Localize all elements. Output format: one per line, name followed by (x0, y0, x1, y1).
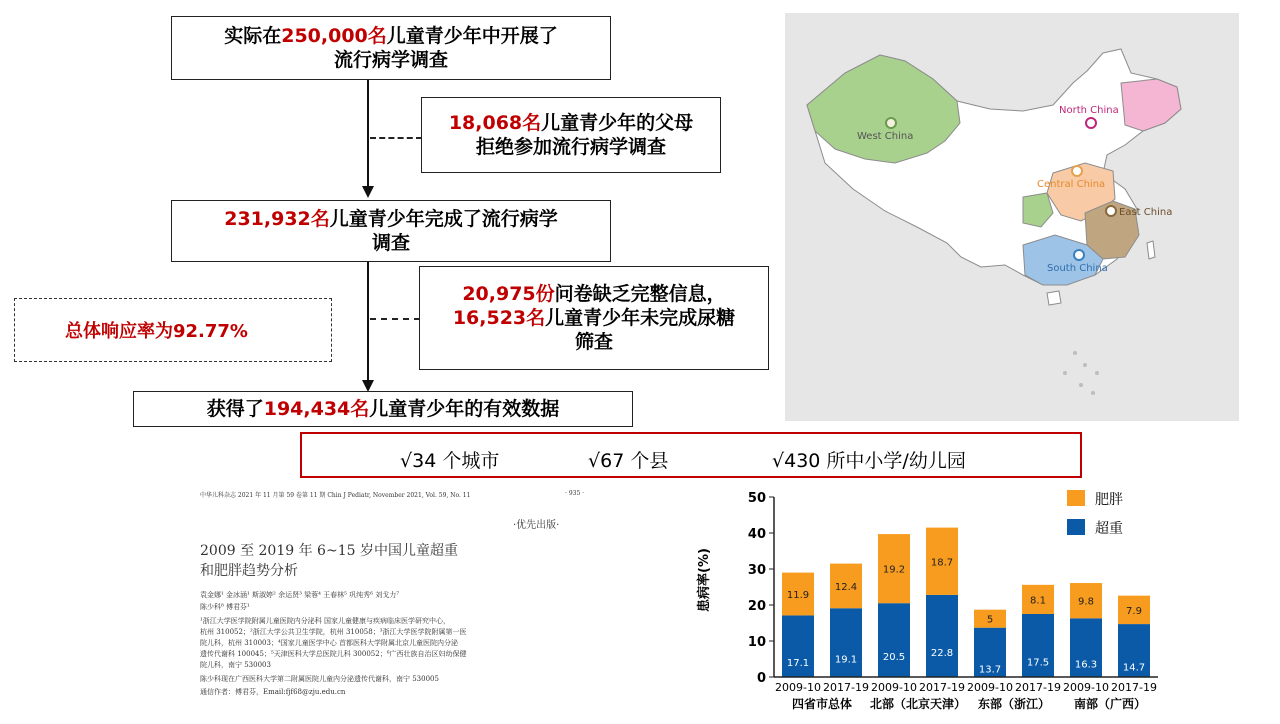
exclusion-1-line2: 拒绝参加流行病学调查 (475, 136, 666, 158)
paper-aff-3: 遗传代谢科 100045；⁵天津医科大学总医院儿科 300052；⁶广西壮族自治区妇幼保健 (200, 650, 467, 658)
chart-svg (690, 480, 1170, 720)
survey-text: 儿童青少年完成了流行病学 (329, 208, 558, 230)
map-pin-west (886, 118, 896, 128)
y-tick-label: 20 (747, 599, 766, 614)
bar-overweight (926, 595, 958, 677)
data-label-obesity: 9.8 (1078, 596, 1094, 608)
data-label-overweight: 17.5 (1026, 657, 1050, 669)
paper-title-line1: 2009 至 2019 年 6~15 岁中国儿童超重 (200, 543, 458, 559)
flow-box-survey (171, 200, 611, 262)
legend-label: 超重 (1095, 521, 1123, 537)
result-number: 194,434名 (263, 398, 370, 420)
chart-legend (1067, 490, 1123, 537)
paper-title-line2: 和肥胖趋势分析 (200, 563, 298, 579)
exclusion-1-text: 儿童青少年的父母 (541, 112, 694, 134)
x-tick-label: 2017-19 (919, 681, 965, 694)
paper-authors-1: 袁金娜¹ 金冰涵¹ 斯淑婷² 余运贤³ 梁蓉⁴ 王春林⁵ 巩纯秀⁶ 刘戈力⁷ (200, 591, 400, 599)
flow-dash-1 (370, 137, 422, 139)
data-label-overweight: 19.1 (834, 654, 858, 666)
legend-label: 肥胖 (1095, 492, 1123, 508)
stat-counties: √67 个县 (588, 450, 669, 472)
x-group-label: 北部（北京天津） (869, 697, 967, 711)
y-tick-label: 0 (756, 671, 766, 686)
map-label-west: West China (857, 131, 914, 142)
paper-aff-4: 院儿科，南宁 530003 (200, 661, 271, 669)
china-region-map (785, 13, 1239, 421)
chart-x-axis (774, 677, 1158, 711)
y-tick-label: 10 (747, 635, 766, 650)
paper-aff-6: 通信作者：傅君芬，Email:fjf68@zju.edu.cn (200, 688, 346, 696)
map-pin-east (1106, 206, 1116, 216)
exclusion-2-line3: 筛查 (574, 331, 613, 353)
paper-excerpt (195, 484, 595, 720)
data-label-overweight: 22.8 (930, 647, 954, 659)
flow-start-line2: 流行病学调查 (333, 49, 448, 71)
data-label-overweight: 20.5 (882, 652, 906, 664)
exclusion-1-number: 18,068名 (448, 112, 542, 134)
survey-line2: 调查 (371, 232, 410, 254)
data-label-obesity: 5 (986, 614, 994, 626)
sample-stats-box (300, 432, 1082, 478)
data-label-overweight: 16.3 (1074, 659, 1098, 671)
bar-overweight (878, 603, 910, 677)
x-tick-label: 2017-19 (1015, 681, 1061, 694)
exclusion-2-number-a: 20,975份 (462, 283, 555, 305)
data-label-obesity: 12.4 (834, 581, 858, 593)
data-label-obesity: 18.7 (930, 557, 954, 569)
response-rate-text: 总体响应率为92.77% (65, 321, 248, 342)
x-tick-label: 2017-19 (823, 681, 869, 694)
flow-connector-2 (367, 262, 369, 384)
stat-cities: √34 个城市 (400, 450, 500, 472)
map-label-north: North China (1059, 105, 1119, 116)
chart-ylabel: 患病率(%) (697, 548, 712, 612)
paper-header-right: · 935 · (565, 490, 585, 497)
result-suffix: 儿童青少年的有效数据 (369, 398, 560, 420)
data-label-overweight: 17.1 (786, 658, 810, 670)
paper-header-left: 中华儿科杂志 2021 年 11 月第 59 卷第 11 期 Chin J Pediatr, November 2021, Vol. 59, No. 11 (200, 492, 471, 499)
flow-dash-2 (370, 318, 420, 320)
map-label-central: Central China (1037, 179, 1106, 190)
flow-box-start (171, 16, 611, 80)
map-hainan (1047, 291, 1061, 305)
exclusion-2-text-b: 儿童青少年未完成尿糖 (545, 307, 736, 329)
x-group-label: 四省市总体 (791, 697, 853, 711)
stat-schools: √430 所中小学/幼儿园 (772, 450, 966, 472)
flow-exclusion-2 (419, 266, 769, 370)
flow-exclusion-1 (421, 97, 721, 173)
flow-connector-1 (367, 80, 369, 190)
paper-authors-2: 陈少科⁸ 傅君芬¹ (200, 603, 250, 611)
map-taiwan (1147, 241, 1155, 259)
map-label-south: South China (1047, 263, 1108, 274)
data-label-obesity: 11.9 (786, 590, 810, 602)
survey-number: 231,932名 (224, 208, 330, 230)
paper-aff-2: 院儿科，杭州 310003；⁴国家儿童医学中心 首都医科大学附属北京儿童医院内分泌 (200, 639, 458, 647)
flow-start-suffix: 儿童青少年中开展了 (386, 25, 558, 47)
response-rate-box (14, 298, 332, 362)
x-tick-label: 2017-19 (1111, 681, 1157, 694)
map-pin-central (1072, 166, 1082, 176)
data-label-overweight: 14.7 (1122, 662, 1146, 674)
x-tick-label: 2009-10 (967, 681, 1013, 694)
paper-aff-1: 杭州 310052；²浙江大学公共卫生学院，杭州 310058；³浙江大学医学院附属第一医 (200, 628, 467, 636)
paper-aff-0: ¹浙江大学医学院附属儿童医院内分泌科 国家儿童健康与疾病临床医学研究中心， (200, 617, 451, 625)
data-label-obesity: 19.2 (882, 564, 906, 576)
paper-tag: ·优先出版· (513, 520, 560, 531)
legend-swatch (1067, 519, 1085, 535)
data-label-obesity: 7.9 (1126, 605, 1142, 617)
legend-swatch (1067, 490, 1085, 506)
bar-overweight (830, 608, 862, 677)
x-tick-label: 2009-10 (775, 681, 821, 694)
result-prefix: 获得了 (206, 398, 264, 420)
flow-start-number: 250,000名 (281, 25, 387, 47)
flow-box-result (133, 391, 633, 427)
exclusion-2-number-b: 16,523名 (452, 307, 546, 329)
x-group-label: 南部（广西） (1073, 697, 1147, 711)
y-tick-label: 30 (747, 563, 766, 578)
exclusion-2-text-a: 问卷缺乏完整信息， (554, 283, 726, 305)
flow-arrow-1 (362, 186, 374, 198)
map-label-east: East China (1119, 207, 1173, 218)
paper-aff-5: 陈少科现在广西医科大学第二附属医院儿童内分泌遗传代谢科，南宁 530005 (200, 675, 439, 683)
chart-y-axis (748, 491, 774, 686)
x-group-label: 东部（浙江） (977, 697, 1051, 711)
data-label-obesity: 8.1 (1030, 595, 1046, 607)
chart-bars (782, 528, 1150, 677)
map-pin-south (1074, 250, 1084, 260)
flow-start-prefix: 实际在 (224, 25, 282, 47)
map-pin-north (1086, 118, 1096, 128)
map-region-north (1121, 79, 1181, 131)
data-label-overweight: 13.7 (978, 664, 1002, 676)
y-tick-label: 50 (747, 491, 766, 506)
prevalence-chart (690, 480, 1170, 720)
x-tick-label: 2009-10 (871, 681, 917, 694)
map-islands (1063, 351, 1099, 395)
map-svg (785, 13, 1239, 421)
y-tick-label: 40 (747, 527, 766, 542)
x-tick-label: 2009-10 (1063, 681, 1109, 694)
